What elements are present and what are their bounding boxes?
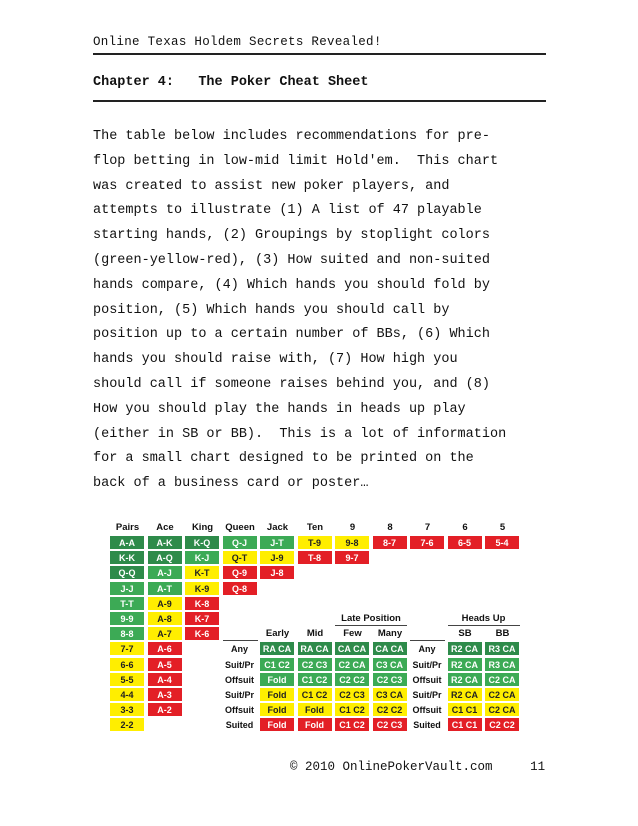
hand-cell: A-9 <box>148 597 183 611</box>
position-header: Many <box>377 628 403 640</box>
heads-up-underline <box>448 625 520 626</box>
action-row-label: Any <box>418 644 436 655</box>
hand-cell: 8-7 <box>373 536 408 550</box>
action-row-label: Suit/Pr <box>412 690 442 700</box>
column-header: 6 <box>462 522 468 533</box>
column-header: Ace <box>156 522 174 533</box>
hand-cell: 7-6 <box>410 536 445 550</box>
hand-cell: 6-6 <box>110 658 145 672</box>
hand-cell: K-J <box>185 551 220 565</box>
hand-cell: K-6 <box>185 627 220 641</box>
action-row-label: Offsuit <box>412 674 442 685</box>
hand-cell: J-J <box>110 582 145 596</box>
action-cell: C3 CA <box>373 658 408 672</box>
action-cell: C2 C2 <box>373 703 408 717</box>
body-line: flop betting in low-mid limit Hold'em. This chart <box>93 153 499 169</box>
heads-up-cell: R3 CA <box>485 658 520 672</box>
hand-cell: 8-8 <box>110 627 145 641</box>
body-line: (either in SB or BB). This is a lot of information <box>93 426 507 442</box>
action-cell: C1 C2 <box>260 658 295 672</box>
heads-up-cell: R3 CA <box>485 642 520 656</box>
hand-cell: A-8 <box>148 612 183 626</box>
body-line: hands compare, (4) Which hands you should fold by <box>93 277 490 293</box>
hand-cell: K-Q <box>185 536 220 550</box>
heads-up-cell: C1 C1 <box>448 718 483 732</box>
body-line: (green-yellow-red), (3) How suited and non-suited <box>93 252 490 268</box>
running-header: Online Texas Holdem Secrets Revealed! <box>93 35 382 49</box>
position-header: BB <box>495 628 510 640</box>
column-header: King <box>191 522 214 533</box>
hand-cell: 3-3 <box>110 703 145 717</box>
hand-cell: 5-5 <box>110 673 145 687</box>
action-row-label: Suit/Pr <box>412 659 442 670</box>
hand-cell: T-T <box>110 597 145 611</box>
position-header: Mid <box>306 628 324 640</box>
action-row-label: Offsuit <box>412 705 442 716</box>
hand-cell: 5-4 <box>485 536 520 550</box>
action-cell: Fold <box>260 703 295 717</box>
column-header: 7 <box>424 522 431 533</box>
position-header: Early <box>265 628 290 640</box>
hand-cell: T-8 <box>298 551 333 565</box>
hand-cell: K-K <box>110 551 145 565</box>
hand-cell: A-2 <box>148 703 183 717</box>
hand-cell: 2-2 <box>110 718 145 732</box>
action-cell: Fold <box>298 703 333 717</box>
chapter-title: The Poker Cheat Sheet <box>198 75 369 90</box>
hand-cell: 6-5 <box>448 536 483 550</box>
action-cell: Fold <box>260 673 295 687</box>
action-cell: RA CA <box>298 642 333 656</box>
heads-up-cell: R2 CA <box>448 658 483 672</box>
hand-cell: J-8 <box>260 566 295 580</box>
action-cell: C1 C2 <box>298 688 333 702</box>
hand-cell: Q-J <box>223 536 258 550</box>
column-header: 5 <box>499 522 506 533</box>
hand-cell: 4-4 <box>110 688 145 702</box>
column-header: Pairs <box>115 522 140 533</box>
body-line: for a small chart designed to be printed on the <box>93 451 474 467</box>
heads-up-header: Heads Up <box>461 613 506 624</box>
hand-cell: A-7 <box>148 627 183 641</box>
hand-cell: K-T <box>185 566 220 580</box>
action-cell: C2 C3 <box>298 658 333 672</box>
action-cell: C1 C2 <box>298 673 333 687</box>
action-cell: RA CA <box>260 642 295 656</box>
hand-cell: A-4 <box>148 673 183 687</box>
hand-cell: A-5 <box>148 658 183 672</box>
hand-cell: Q-9 <box>223 566 258 580</box>
position-header: Few <box>343 628 362 640</box>
action-cell: C2 C3 <box>373 673 408 687</box>
column-header: 9 <box>349 522 356 533</box>
label-column-underline <box>223 640 258 641</box>
heads-up-cell: C1 C1 <box>448 703 483 717</box>
hand-cell: 7-7 <box>110 642 145 656</box>
hand-cell: A-A <box>110 536 145 550</box>
late-position-underline <box>335 625 407 626</box>
hand-cell: Q-T <box>223 551 258 565</box>
page-footer <box>290 760 545 774</box>
heads-up-cell: C2 C2 <box>485 718 520 732</box>
action-cell: Fold <box>260 688 295 702</box>
heads-up-cell: C2 CA <box>485 673 520 687</box>
hand-cell: A-6 <box>148 642 183 656</box>
hand-cell: J-T <box>260 536 295 550</box>
label-column-underline <box>410 640 445 641</box>
hand-cell: 9-9 <box>110 612 145 626</box>
hand-cell: A-J <box>148 566 183 580</box>
action-cell: C2 C3 <box>373 718 408 732</box>
heads-up-cell: C2 CA <box>485 703 520 717</box>
heads-up-cell: R2 CA <box>448 673 483 687</box>
body-line: position, (5) Which hands you should call by <box>93 302 450 318</box>
action-row-label: Offsuit <box>225 705 254 716</box>
body-line: position up to a certain number of BBs, (6) Which <box>93 327 490 343</box>
body-line: How you should play the hands in heads up play <box>93 401 466 417</box>
hand-cell: A-T <box>148 582 183 596</box>
action-cell: Fold <box>260 718 295 732</box>
action-cell: C1 C2 <box>335 703 370 717</box>
column-header: Jack <box>266 522 289 533</box>
body-line: should call if someone raises behind you, and (8) <box>93 376 490 392</box>
late-position-header: Late Position <box>341 613 401 624</box>
action-cell: C1 C2 <box>335 718 370 732</box>
page-number: 11 <box>530 760 546 774</box>
body-line: back of a business card or poster… <box>93 476 369 492</box>
body-line: hands you should raise with, (7) How high you <box>93 352 458 368</box>
heads-up-cell: R2 CA <box>448 688 483 702</box>
chapter-number: Chapter 4: <box>93 75 175 90</box>
body-line: starting hands, (2) Groupings by stoplight colors <box>93 228 490 244</box>
action-cell: Fold <box>298 718 333 732</box>
body-paragraph <box>93 125 553 497</box>
hand-cell: Q-Q <box>110 566 145 580</box>
action-row-label: Suit/Pr <box>224 659 254 670</box>
action-cell: CA CA <box>335 642 370 656</box>
hand-cell: A-3 <box>148 688 183 702</box>
column-header: Queen <box>225 522 255 533</box>
chapter-heading <box>93 75 368 90</box>
action-row-label: Suit/Pr <box>224 690 254 700</box>
action-row-label: Suited <box>413 720 441 731</box>
poker-cheat-sheet-chart <box>110 520 530 740</box>
heads-up-cell: R2 CA <box>448 642 483 656</box>
action-cell: C3 CA <box>373 688 408 702</box>
action-cell: C2 C2 <box>335 673 370 687</box>
action-row-label: Any <box>230 644 248 655</box>
hand-cell: J-9 <box>260 551 295 565</box>
action-cell: CA CA <box>373 642 408 656</box>
action-row-label: Offsuit <box>225 674 254 685</box>
position-header: SB <box>458 628 472 640</box>
body-line: was created to assist new poker players, and <box>93 178 450 194</box>
body-line: The table below includes recommendations for pre- <box>93 129 490 144</box>
hand-cell: A-K <box>148 536 183 550</box>
heads-up-cell: C2 CA <box>485 688 520 702</box>
copyright-text: © 2010 OnlinePokerVault.com <box>290 760 493 774</box>
hand-cell: K-7 <box>185 612 220 626</box>
action-cell: C2 C3 <box>335 688 370 702</box>
hand-cell: K-8 <box>185 597 220 611</box>
action-row-label: Suited <box>225 720 254 731</box>
hand-cell: 9-8 <box>335 536 370 550</box>
column-header: Ten <box>306 522 324 533</box>
hand-cell: K-9 <box>185 582 220 596</box>
chapter-rule <box>93 100 546 102</box>
hand-cell: 9-7 <box>335 551 370 565</box>
action-cell: C2 CA <box>335 658 370 672</box>
hand-cell: T-9 <box>298 536 333 550</box>
hand-cell: A-Q <box>148 551 183 565</box>
hand-cell: Q-8 <box>223 582 258 596</box>
column-header: 8 <box>387 522 393 533</box>
header-rule <box>93 53 546 55</box>
body-line: attempts to illustrate (1) A list of 47 playable <box>93 203 482 219</box>
